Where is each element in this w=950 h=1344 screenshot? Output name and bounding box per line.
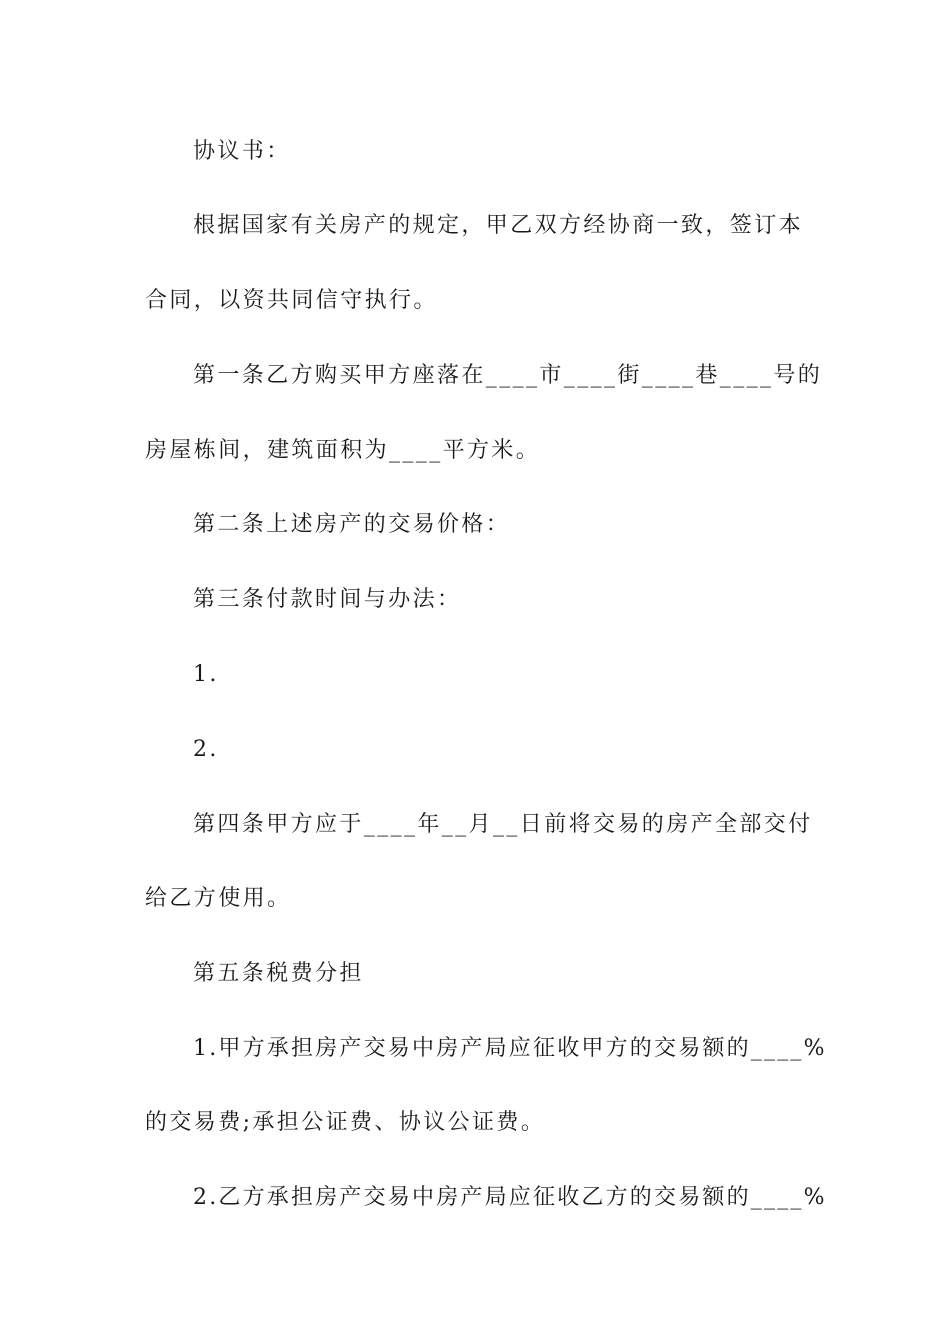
article-5-item-2-line-1: 2.乙方承担房产交易中房产局应征收乙方的交易额的____% xyxy=(193,1185,827,1210)
article-3-item-1: 1. xyxy=(193,662,219,687)
heading-agreement: 协议书： xyxy=(193,139,291,164)
article-5: 第五条税费分担 xyxy=(193,961,364,986)
article-3-item-2: 2. xyxy=(193,737,219,762)
article-3: 第三条付款时间与办法： xyxy=(193,587,462,612)
article-2: 第二条上述房产的交易价格： xyxy=(193,512,511,537)
article-4-line-1: 第四条甲方应于____年__月__日前将交易的房产全部交付 xyxy=(193,812,813,837)
article-5-item-1-line-2: 的交易费;承担公证费、协议公证费。 xyxy=(145,1110,546,1135)
paragraph-intro-line-2: 合同，以资共同信守执行。 xyxy=(145,288,438,313)
article-5-item-1-line-1: 1.甲方承担房产交易中房产局应征收甲方的交易额的____% xyxy=(193,1036,827,1061)
article-4-line-2: 给乙方使用。 xyxy=(145,886,292,911)
article-1-line-2: 房屋栋间，建筑面积为____平方米。 xyxy=(145,438,541,463)
article-1-line-1: 第一条乙方购买甲方座落在____市____街____巷____号的 xyxy=(193,363,823,388)
paragraph-intro-line-1: 根据国家有关房产的规定，甲乙双方经协商一致，签订本 xyxy=(193,213,804,238)
